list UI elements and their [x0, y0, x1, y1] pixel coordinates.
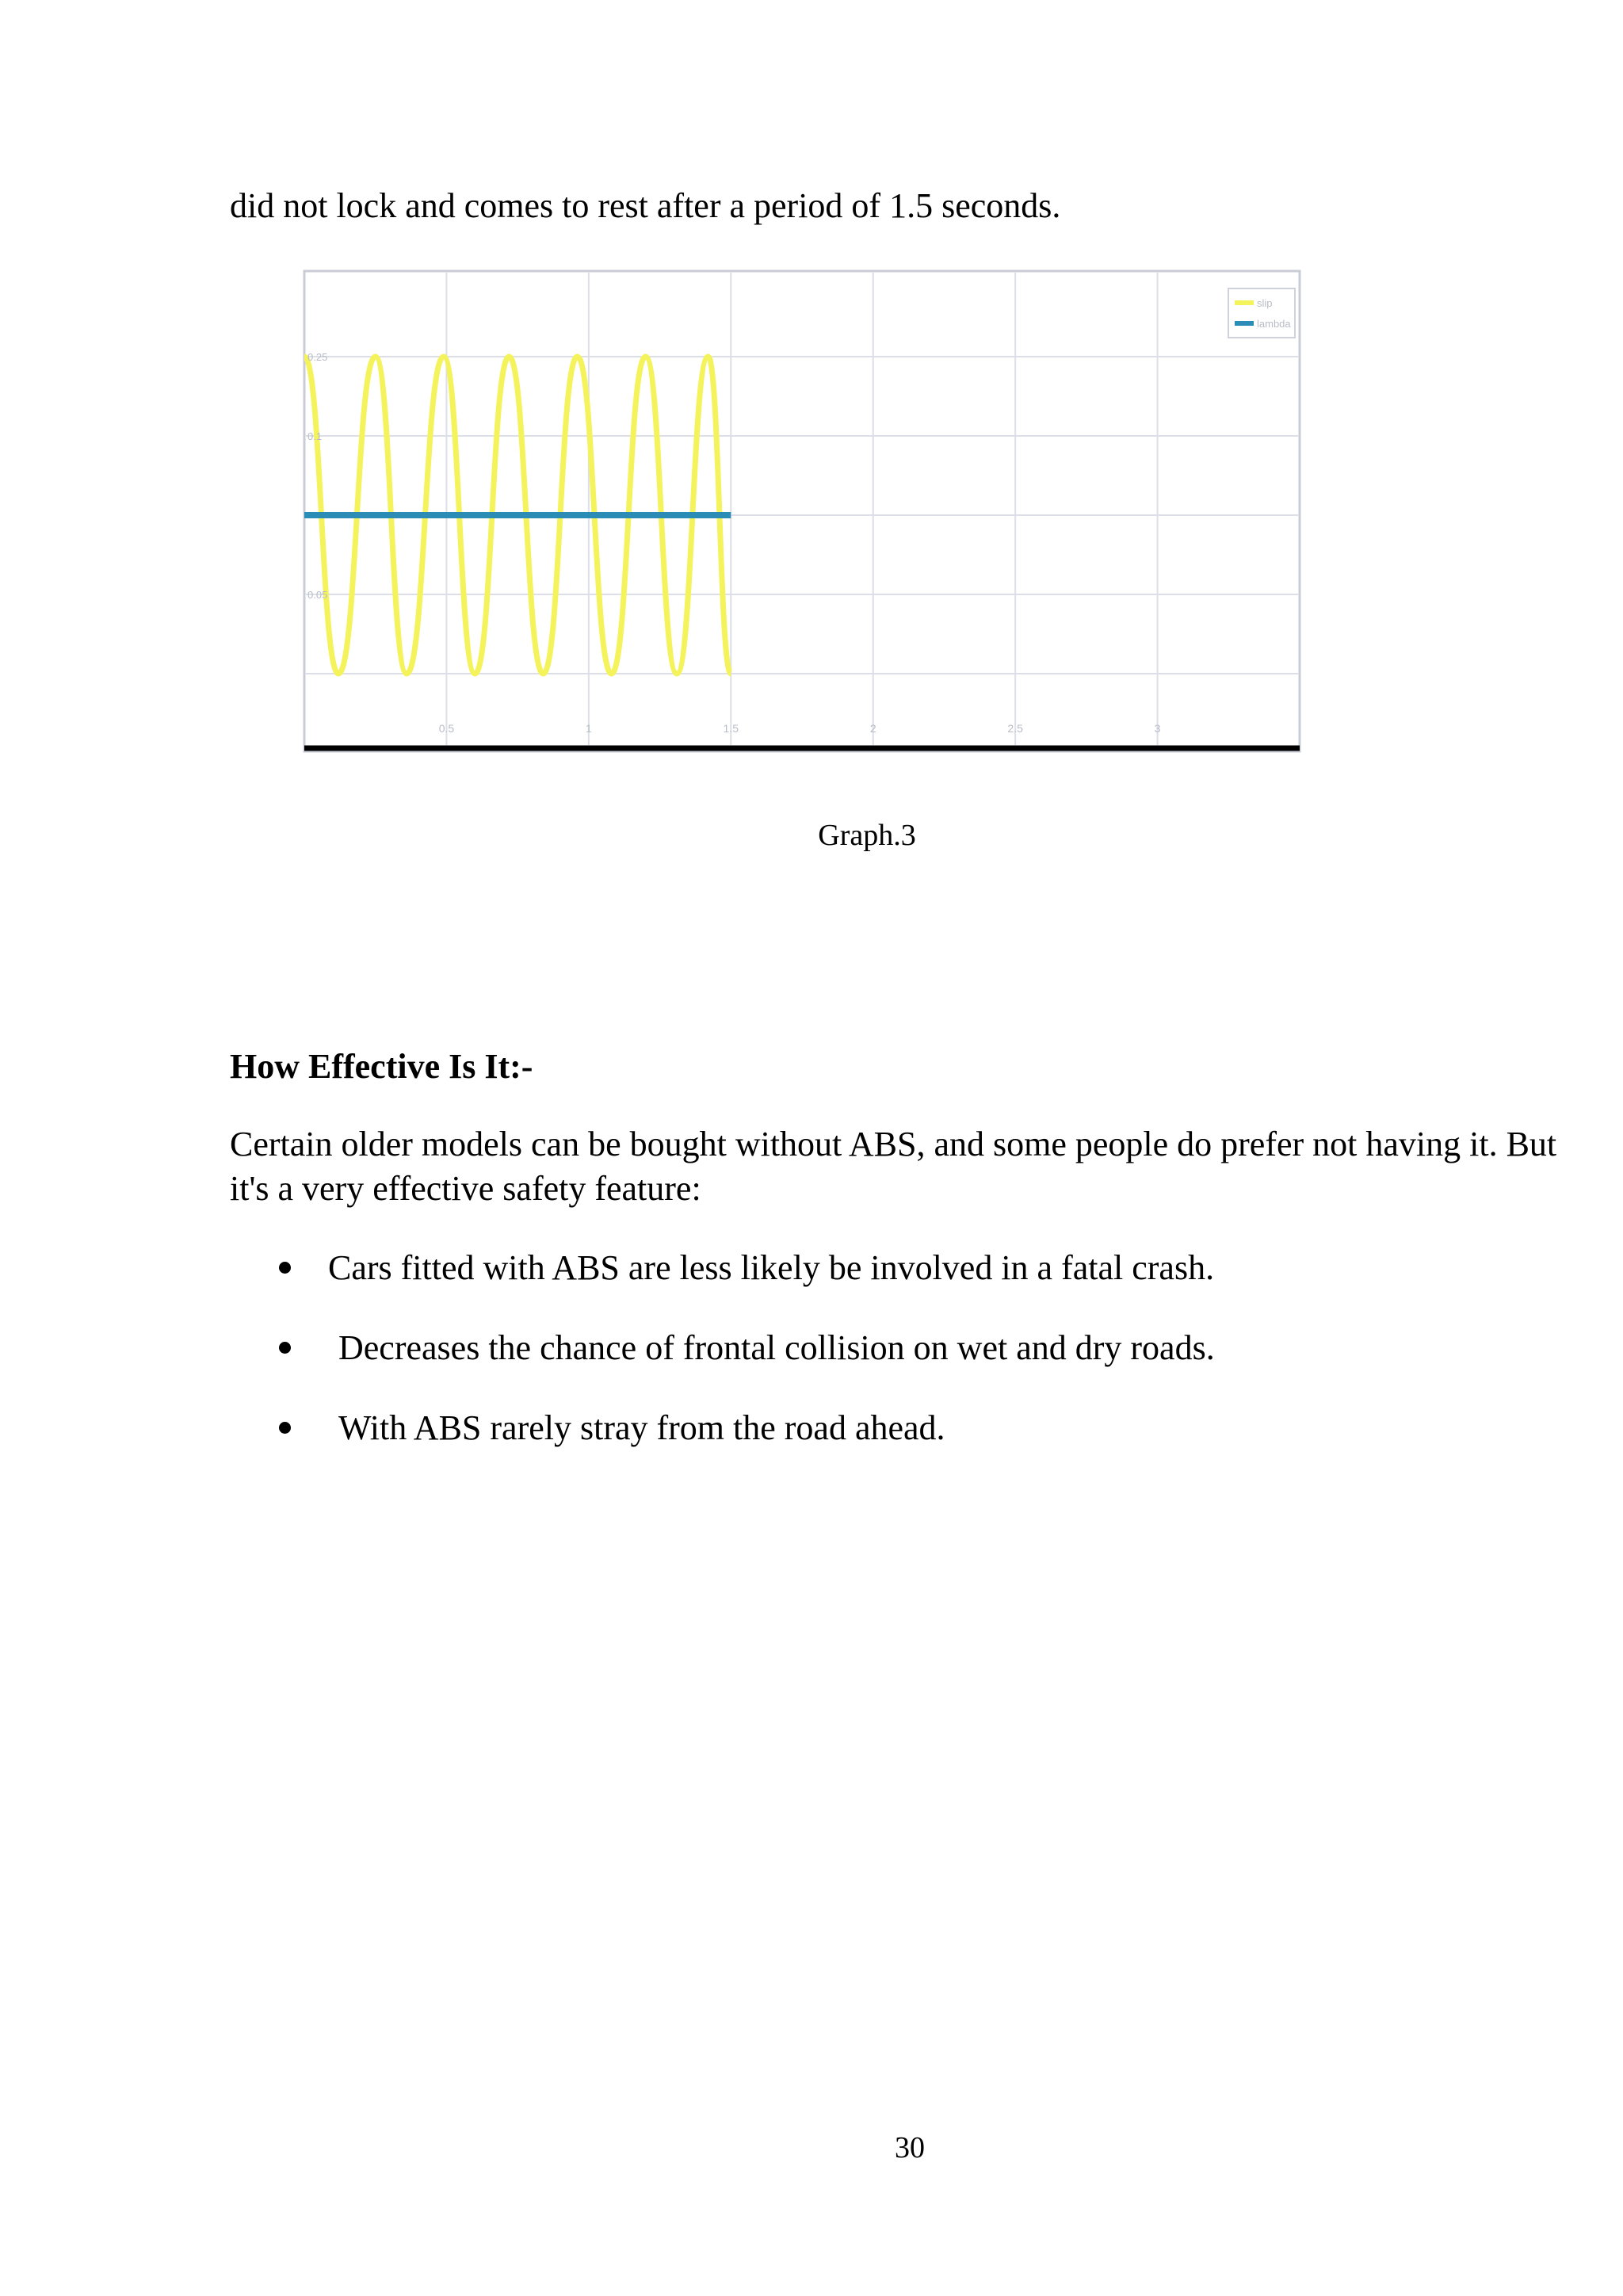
graph-caption: Graph.3 [818, 819, 916, 852]
list-item [230, 1326, 1577, 1370]
chart-svg [303, 269, 1301, 755]
y-tick-label: 0.1 [307, 430, 323, 442]
list-item [230, 1246, 1577, 1290]
list-item [230, 1406, 1577, 1450]
x-tick-label: 3 [1154, 722, 1161, 735]
x-tick-label: 2.5 [1007, 722, 1023, 735]
y-tick-label: 0.25 [307, 351, 328, 363]
bullet-icon [279, 1422, 291, 1434]
bullet-icon [279, 1262, 291, 1274]
legend-label: slip [1257, 297, 1273, 309]
chart-frame [304, 271, 1300, 751]
bullet-list [230, 1246, 1577, 1486]
slip-chart [303, 269, 1301, 755]
x-tick-label: 1 [585, 722, 592, 735]
legend-label: lambda [1257, 318, 1291, 330]
legend-box [1228, 288, 1295, 338]
x-tick-label: 0.5 [438, 722, 455, 735]
bullet-icon [279, 1342, 291, 1354]
list-item-text: Cars fitted with ABS are less likely be involved in a fatal crash. [328, 1248, 1215, 1287]
page-number: 30 [895, 2131, 925, 2164]
list-item-text: With ABS rarely stray from the road ahead. [338, 1408, 945, 1447]
y-tick-label: 0.05 [307, 589, 328, 601]
section-heading: How Effective Is It:- [230, 1047, 533, 1086]
list-item-text: Decreases the chance of frontal collision on wet and dry roads. [338, 1328, 1215, 1367]
x-tick-label: 1.5 [723, 722, 739, 735]
body-paragraph: Certain older models can be bought without ABS, and some people do prefer not having it. But it's a very effective safety feature: [230, 1125, 1557, 1208]
chart-legend [1228, 288, 1295, 338]
x-tick-label: 2 [869, 722, 876, 735]
intro-text: did not lock and comes to rest after a period of 1.5 seconds. [230, 186, 1061, 225]
